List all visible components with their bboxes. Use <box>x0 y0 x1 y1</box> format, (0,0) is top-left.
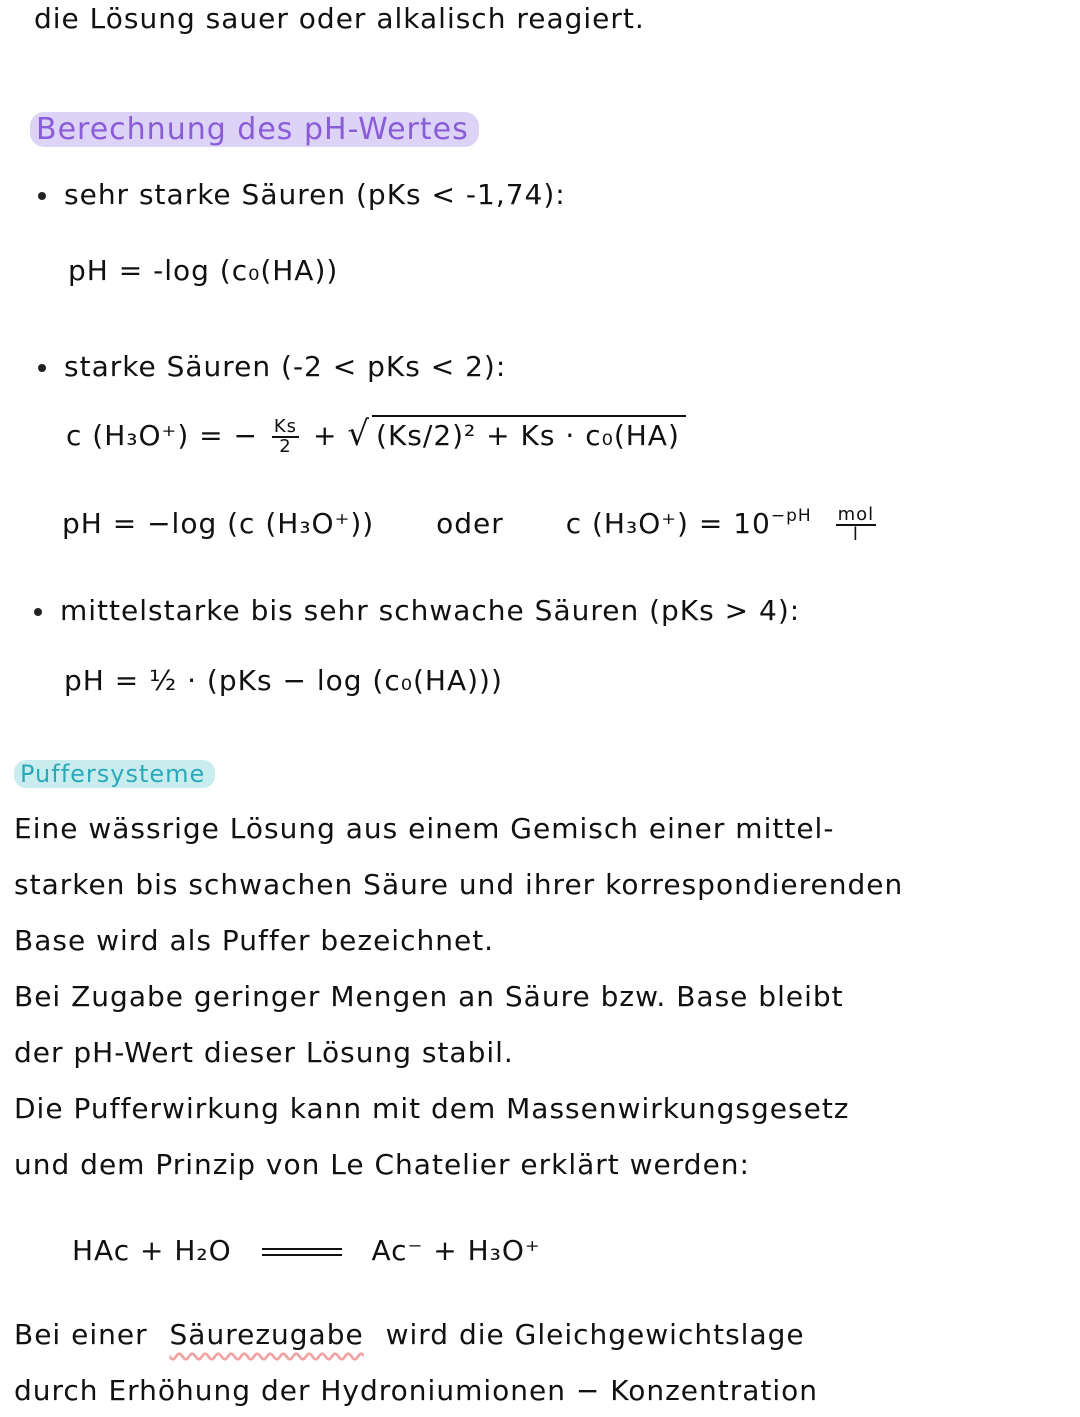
bullet-icon <box>38 192 46 200</box>
ph-exponent: −pH <box>770 506 812 526</box>
equation-left: HAc + H₂O <box>72 1234 232 1267</box>
intro-line: die Lösung sauer oder alkalisch reagiert. <box>34 2 645 35</box>
strong-conc-lhs: c (H₃O⁺) = − <box>66 419 258 452</box>
medium-weak-acids-item <box>34 594 800 627</box>
ks-half-fraction <box>272 418 299 456</box>
strong-acids-item <box>38 350 506 383</box>
buffer-line-6: Die Pufferwirkung kann mit dem Massenwirkungsgesetz <box>14 1092 850 1125</box>
very-strong-formula: pH = -log (c₀(HA)) <box>68 254 339 287</box>
equation-right: Ac⁻ + H₃O⁺ <box>371 1234 541 1267</box>
unit-numerator: mol <box>837 504 875 525</box>
sqrt-symbol: √ <box>347 414 371 454</box>
buffer-line-4: Bei Zugabe geringer Mengen an Säure bzw. Base bleibt <box>14 980 844 1013</box>
final-line-1-pre: Bei einer <box>14 1318 148 1351</box>
buffer-final-line-2: durch Erhöhung der Hydroniumionen − Konzentration <box>14 1374 819 1407</box>
final-line-1-underlined: Säurezugabe <box>169 1318 364 1351</box>
sqrt-content: (Ks/2)² + Ks · c₀(HA) <box>372 415 686 452</box>
buffer-line-3: Base wird als Puffer bezeichnet. <box>14 924 495 957</box>
oder-word: oder <box>436 507 504 540</box>
buffer-line-2: starken bis schwachen Säure und ihrer korrespondierenden <box>14 868 904 901</box>
bullet-icon <box>34 608 42 616</box>
frac-numerator: Ks <box>273 416 298 437</box>
frac-denominator: 2 <box>279 436 292 457</box>
very-strong-acids-item <box>38 178 566 211</box>
buffer-final-line-1 <box>14 1318 805 1351</box>
buffer-line-1: Eine wässrige Lösung aus einem Gemisch einer mittel- <box>14 812 835 845</box>
bullet-icon <box>38 364 46 372</box>
section-heading-ph <box>30 112 479 147</box>
buffer-heading-text: Puffersysteme <box>14 760 215 788</box>
plus-sign: + <box>312 419 338 452</box>
section-heading-buffer <box>14 756 215 789</box>
medium-weak-formula: pH = ½ · (pKs − log (c₀(HA))) <box>64 664 503 697</box>
strong-ph-formula: pH = −log (c (H₃O⁺)) <box>62 507 375 540</box>
buffer-equation <box>72 1234 541 1267</box>
medium-weak-label: mittelstarke bis sehr schwache Säuren (pKs > 4): <box>60 594 801 627</box>
buffer-line-5: der pH-Wert dieser Lösung stabil. <box>14 1036 514 1069</box>
ph-heading-text: Berechnung des pH-Wertes <box>30 112 479 147</box>
strong-conc-formula <box>66 414 686 456</box>
conc-formula: c (H₃O⁺) = 10 <box>565 507 771 540</box>
very-strong-label: sehr starke Säuren (pKs < -1,74): <box>64 178 566 211</box>
unit-fraction <box>836 506 877 544</box>
unit-denominator: l <box>852 524 859 545</box>
equilibrium-arrow-icon <box>262 1245 342 1259</box>
buffer-line-7: und dem Prinzip von Le Chatelier erklärt werden: <box>14 1148 750 1181</box>
strong-ph-row <box>62 506 880 544</box>
final-line-1-post: wird die Gleichgewichtslage <box>385 1318 805 1351</box>
strong-label: starke Säuren (-2 < pKs < 2): <box>64 350 507 383</box>
